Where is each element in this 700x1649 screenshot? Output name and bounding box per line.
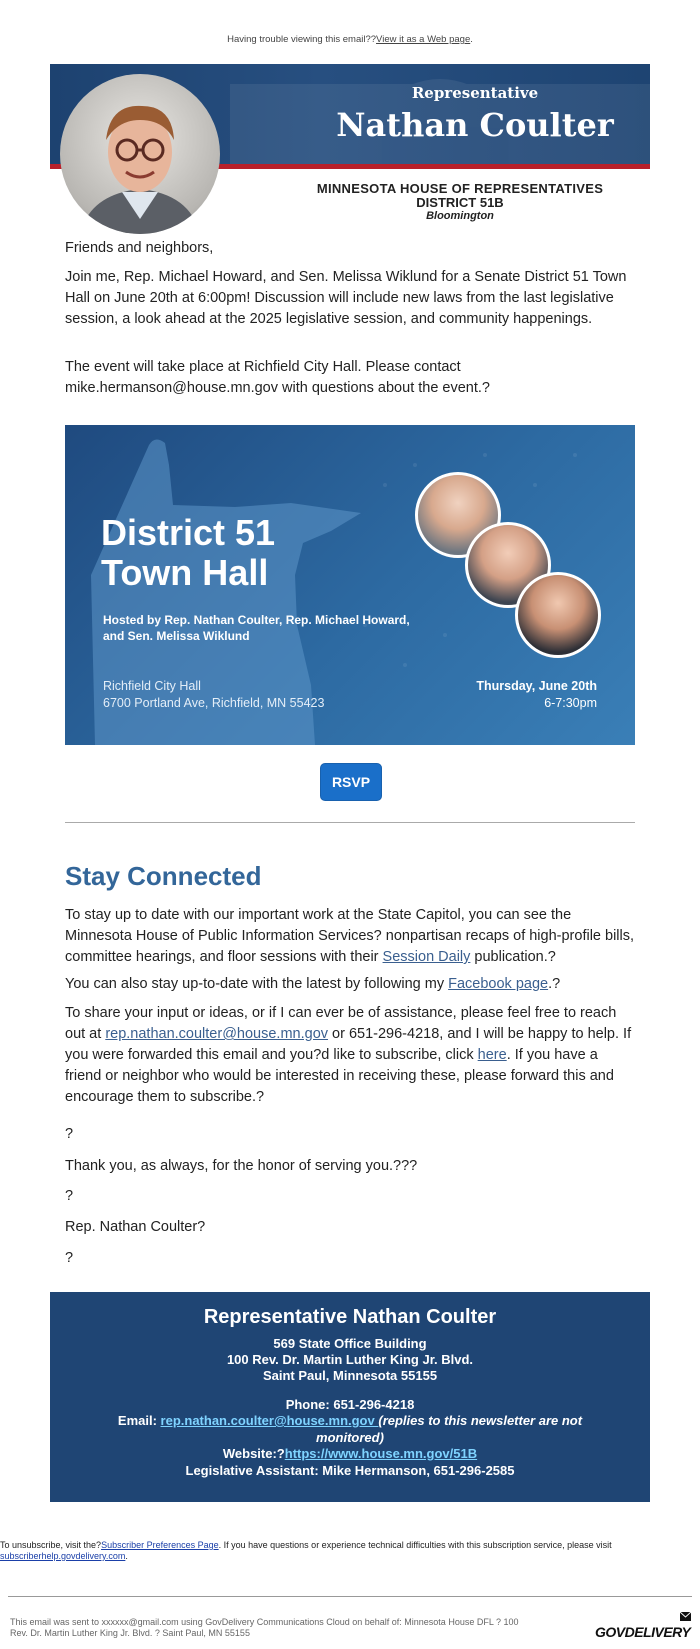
wiklund-photo bbox=[515, 572, 601, 658]
web-view-tail: . bbox=[470, 34, 473, 45]
footer-address-1: 569 State Office Building bbox=[273, 1336, 427, 1351]
footer-phone: Phone: 651-296-4218 bbox=[285, 1397, 415, 1412]
footer-email bbox=[50, 1413, 650, 1428]
footer-website bbox=[50, 1446, 650, 1461]
contact-text-c: . If you have a friend or neighbor who would be interested in receiving these, please forward this and encourage them to subscribe.? bbox=[65, 1047, 614, 1105]
signoff-text: Rep. Nathan Coulter? bbox=[65, 1219, 206, 1235]
portrait-graphic bbox=[60, 74, 220, 234]
contact-email-link[interactable]: rep.nathan.coulter@house.mn.gov bbox=[105, 1026, 329, 1042]
footer-email-note-2 bbox=[50, 1430, 650, 1445]
event-hosts bbox=[103, 612, 463, 644]
contact-text-a: To share your input or ideas, or if I can ever be of assistance, please feel free to reach out at bbox=[65, 1005, 617, 1042]
spacer-mark-2: ? bbox=[65, 1188, 74, 1204]
location-paragraph bbox=[65, 357, 635, 399]
rep-label: Representative bbox=[411, 84, 539, 102]
footer-assistant: Legislative Assistant: Mike Hermanson, 651-296-2585 bbox=[185, 1463, 515, 1478]
session-daily-text-a: To stay up to date with our important work at the State Capitol, you can see the Minnesota House of Public Information Services? nonpartisan recaps of high-profile bills, committee hearings, and floor sessions with their bbox=[65, 907, 635, 965]
district-label: DISTRICT 51B bbox=[416, 195, 504, 210]
contact-paragraph bbox=[65, 1003, 635, 1108]
subscriber-preferences-link[interactable]: Subscriber Preferences Page bbox=[101, 1540, 219, 1550]
subscribe-here-link[interactable]: here bbox=[477, 1047, 507, 1063]
session-daily-link[interactable]: Session Daily bbox=[382, 949, 471, 965]
session-daily-text-b: publication.? bbox=[470, 949, 556, 965]
facebook-paragraph bbox=[65, 974, 635, 995]
contact-footer bbox=[50, 1292, 650, 1502]
session-daily-paragraph bbox=[65, 905, 635, 968]
invite-paragraph bbox=[65, 267, 635, 330]
event-address: 6700 Portland Ave, Richfield, MN 55423 bbox=[103, 696, 325, 710]
footer-email-note-cont: monitored) bbox=[316, 1430, 384, 1445]
sent-notice bbox=[10, 1617, 580, 1639]
footer-address-3: Saint Paul, Minnesota 55155 bbox=[262, 1368, 438, 1383]
envelope-icon bbox=[680, 1612, 691, 1621]
rsvp-button[interactable]: RSVP bbox=[320, 763, 382, 801]
web-view-note bbox=[0, 34, 700, 45]
sent-line-2: Rev. Dr. Martin Luther King Jr. Blvd. ? Saint Paul, MN 55155 bbox=[10, 1628, 250, 1638]
sent-line-1: This email was sent to xxxxxx@gmail.com using GovDelivery Communications Cloud on behalf of: Minnesota House DFL ? 100 bbox=[10, 1617, 519, 1627]
unsubscribe-notice bbox=[0, 1540, 700, 1562]
greeting bbox=[65, 238, 635, 259]
web-view-text: Having trouble viewing this email?? bbox=[227, 34, 377, 45]
greeting-text: Friends and neighbors, bbox=[65, 240, 214, 256]
event-title bbox=[101, 513, 275, 593]
event-time: 6-7:30pm bbox=[544, 696, 597, 710]
stay-connected-heading: Stay Connected bbox=[65, 861, 262, 891]
rep-name: Nathan Coulter bbox=[336, 106, 614, 144]
event-title-line1: District 51 bbox=[101, 512, 276, 553]
section-divider bbox=[65, 822, 635, 823]
govdelivery-logo[interactable]: GOVDELIVERY bbox=[595, 1624, 691, 1640]
footer-website-link[interactable]: https://www.house.mn.gov/51B bbox=[284, 1446, 478, 1461]
rep-portrait bbox=[60, 74, 220, 234]
footer-address-2: 100 Rev. Dr. Martin Luther King Jr. Blvd. bbox=[226, 1352, 474, 1367]
house-title: MINNESOTA HOUSE OF REPRESENTATIVES bbox=[316, 181, 604, 196]
event-hosts-line1: Hosted by Rep. Nathan Coulter, Rep. Michael Howard, bbox=[103, 613, 410, 627]
web-view-link[interactable]: View it as a Web page bbox=[376, 34, 471, 45]
subscriber-help-link[interactable]: subscriberhelp.govdelivery.com bbox=[0, 1551, 126, 1561]
contact-text-b: or 651-296-4218, and I will be happy to help. If you were forwarded this email and you?d like to subscribe, click bbox=[65, 1026, 632, 1063]
facebook-link[interactable]: Facebook page bbox=[448, 976, 549, 992]
unsub-text-b: . If you have questions or experience technical difficulties with this subscription service, please visit bbox=[218, 1540, 612, 1550]
city-label: Bloomington bbox=[426, 210, 494, 222]
invite-text: Join me, Rep. Michael Howard, and Sen. Melissa Wiklund for a Senate District 51 Town Hall on June 20th at 6:00pm! Discussion will include new laws from the last legislative session, a look ahead at the 2025 legislative session, and community happenings. bbox=[65, 269, 627, 327]
event-date: Thursday, June 20th bbox=[476, 679, 597, 693]
town-hall-flyer[interactable] bbox=[65, 425, 635, 745]
unsub-text-c: . bbox=[125, 1551, 128, 1561]
event-venue: Richfield City Hall bbox=[103, 679, 201, 693]
facebook-text-b: .? bbox=[548, 976, 561, 992]
footer-rep-name: Representative Nathan Coulter bbox=[203, 1306, 497, 1328]
spacer-mark-3: ? bbox=[65, 1250, 74, 1266]
unsub-text-a: To unsubscribe, visit the? bbox=[0, 1540, 102, 1550]
thank-you-text: Thank you, as always, for the honor of serving you.??? bbox=[65, 1158, 418, 1174]
location-text: The event will take place at Richfield City Hall. Please contact mike.hermanson@house.mn.gov with questions about the event.? bbox=[65, 359, 490, 396]
email-header bbox=[50, 64, 650, 234]
footer-email-label: Email: bbox=[117, 1413, 161, 1428]
footer-email-note: (replies to this newsletter are not bbox=[378, 1413, 583, 1428]
bottom-divider bbox=[8, 1596, 692, 1597]
spacer-mark-1: ? bbox=[65, 1126, 74, 1142]
footer-email-link[interactable]: rep.nathan.coulter@house.mn.gov bbox=[160, 1413, 379, 1428]
footer-website-label: Website:? bbox=[222, 1446, 285, 1461]
event-title-line2: Town Hall bbox=[101, 552, 269, 593]
event-hosts-line2: and Sen. Melissa Wiklund bbox=[103, 629, 250, 643]
facebook-text-a: You can also stay up-to-date with the latest by following my bbox=[65, 976, 449, 992]
